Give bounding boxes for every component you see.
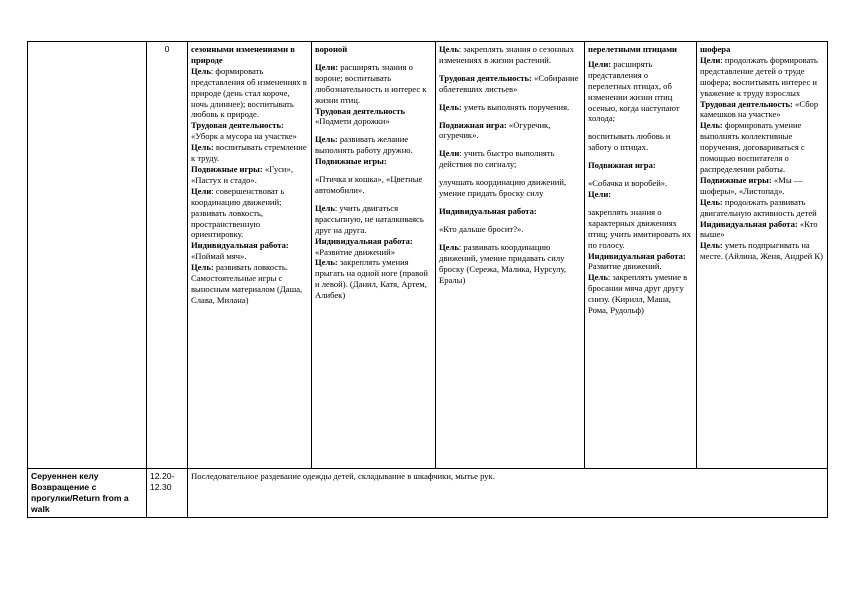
goal-label: Цели <box>439 148 460 159</box>
labor-label: Трудовая деятельность: <box>700 98 793 109</box>
individual-text: Развитие движений. <box>588 261 662 272</box>
goal-label: Цель <box>315 202 335 213</box>
goal-label: Цель <box>439 44 459 54</box>
row-description: Последовательное раздевание одежды детей, складывание в шкафчики, мытье рук. <box>188 469 828 518</box>
col4-head: перелетными птицами <box>588 44 678 54</box>
goal-text: : закреплять умение в бросании мяча друг другу снизу. (Кирилл, Маша, Рома, Рудольф) <box>588 272 688 316</box>
goal-text: уметь подпрыгивать на месте. (Айлина, Женя, Андрей К) <box>700 240 823 262</box>
number-cell <box>147 42 188 469</box>
games-label: Подвижные игры: <box>191 163 263 174</box>
individual-text: «Кто выше» <box>700 218 818 240</box>
goal-label: Цель: <box>439 101 462 112</box>
goal-label: Цель <box>439 241 459 252</box>
goal-text: закреплять умения прыгать на одной ноге (правой и левой). (Данил, Катя, Артем, Алибек) <box>315 257 428 301</box>
goal-text: : развивать координацию движений, умение придавать силу броску (Сережа, Малика, Нурсулу, Eралы) <box>439 241 567 285</box>
goal-text: развивать ловкость. Самостоятельные игры с выносным материалом (Даша, Слава, Милана) <box>191 262 303 305</box>
walk-column-4 <box>585 42 697 469</box>
goal-label: Цель: <box>700 240 723 251</box>
goal-label: Цель <box>588 272 608 283</box>
goal-label: Цель: <box>315 257 338 268</box>
row-label: Серуеннен келу Возвращение с прогулки/Return from a walk <box>28 469 147 518</box>
goal-text: : учить быстро выполнять действия по сигналу; <box>439 148 555 170</box>
empty-label-cell <box>28 42 147 469</box>
goal-label: Цели <box>191 185 212 196</box>
games-label: Подвижная игра: <box>439 119 507 130</box>
goal-text: закреплять знания о характерных движениях птиц; учить имитировать их по голосу. <box>588 206 691 250</box>
labor-text: «Собирание облетевших листьев» <box>439 72 579 94</box>
individual-text: «Развитие движений» <box>315 246 396 257</box>
number-value: 0 <box>164 44 170 54</box>
games-label: Подвижные игры: <box>315 156 387 167</box>
individual-label: Индивидуальная работа: <box>588 250 686 261</box>
games-label: Подвижная игра: <box>588 160 656 171</box>
goal-text: расширять знания о вороне; воспитывать любознательность и интерес к жизни птиц. <box>315 61 427 105</box>
col1-head: сезонными изменениями в природе <box>191 44 295 65</box>
individual-label: Индивидуальная работа: <box>315 235 413 246</box>
goal-label: Цель: <box>191 262 214 273</box>
col5-head: шофера <box>700 44 731 54</box>
games-text: «Птичка и кошка», «Цветные автомобили». <box>315 174 423 195</box>
games-label: Подвижные игры: <box>700 174 772 185</box>
games-text: «Мы — шоферы», «Листопад». <box>700 174 803 196</box>
labor-text: «Подмети дорожки» <box>315 116 390 127</box>
plan-table <box>27 41 828 518</box>
labor-text: «Сбор камешков на участке» <box>700 98 819 120</box>
individual-text: «Кто дальше бросит?». <box>439 223 524 234</box>
goal-text: улучшать координацию движений, умение придать броску силу <box>439 177 567 199</box>
row-time: 12.20-12.30 <box>147 469 188 518</box>
goal-label: Цель: <box>700 196 723 207</box>
goal-label: Цели: <box>588 58 612 69</box>
goal-text: : формировать представления об изменениях в природе (день стал короче, ночь длиннее); воспитывать любовь к природе. <box>191 65 307 120</box>
labor-text: «Уборк а мусора на участке» <box>191 131 297 142</box>
goal-label: Цель: <box>315 134 338 145</box>
walk-column-1 <box>188 42 312 469</box>
walk-column-2 <box>312 42 436 469</box>
goal-text: воспитывать любовь и заботу о птицах. <box>588 131 671 153</box>
col2-head: вороной <box>315 44 348 54</box>
table-row <box>28 42 828 469</box>
individual-label: Индивидуальная работа: <box>700 218 798 229</box>
goal-label: Цель <box>191 65 211 76</box>
goal-label: Цели <box>700 54 721 65</box>
goal-text: : совершенствоват ь координацию движений; развивать ловкость, пространственную ориентировку. <box>191 185 285 240</box>
goal-label: Цели: <box>315 61 339 72</box>
individual-label: Индивидуальная работа: <box>439 205 537 216</box>
walk-column-3 <box>436 42 585 469</box>
goal-label: Цель: <box>700 120 723 131</box>
labor-label: Трудовая деятельность <box>315 105 406 116</box>
games-text: «Гуси», «Пастух и стадо». <box>191 163 293 185</box>
goal-text: продолжать развивать двигательную активность детей <box>700 196 817 218</box>
goal-text: развивать желание выполнять работу дружно. <box>315 134 413 156</box>
goal-text: : продолжать формировать представление детей о труде шофера; воспитывать интерес и уважение к труду взрослых <box>700 54 818 98</box>
table-row <box>28 469 828 518</box>
goal-text: : учить двигаться врассыпную, не наталкиваясь друг на друга. <box>315 202 424 235</box>
labor-label: Трудовая деятельность: <box>191 120 284 131</box>
goal-text: формировать умение выполнять коллективные поручения, договариваться с помощью воспитателя о распределении работы. <box>700 120 805 174</box>
goal-text: расширять представления о перелетных птицах, об изменении жизни птиц осенью, когда наступают холода; <box>588 58 680 124</box>
individual-label: Индивидуальная работа: <box>191 240 289 251</box>
games-text: «Собачка и воробей». <box>588 178 668 189</box>
individual-text: «Поймай мяч». <box>191 251 247 262</box>
goal-text: воспитывать стремление к труду. <box>191 142 307 164</box>
games-text: «Огуречик, огуречик». <box>439 119 551 141</box>
goal-label: Цель: <box>191 142 214 153</box>
goal-label: Цели: <box>588 188 612 199</box>
goal-text: : закреплять знания о сезонных изменениях в жизни растений. <box>439 44 574 65</box>
goal-text: уметь выполнять поручения. <box>461 101 570 112</box>
walk-column-5 <box>697 42 828 469</box>
labor-label: Трудовая деятельность: <box>439 72 532 83</box>
